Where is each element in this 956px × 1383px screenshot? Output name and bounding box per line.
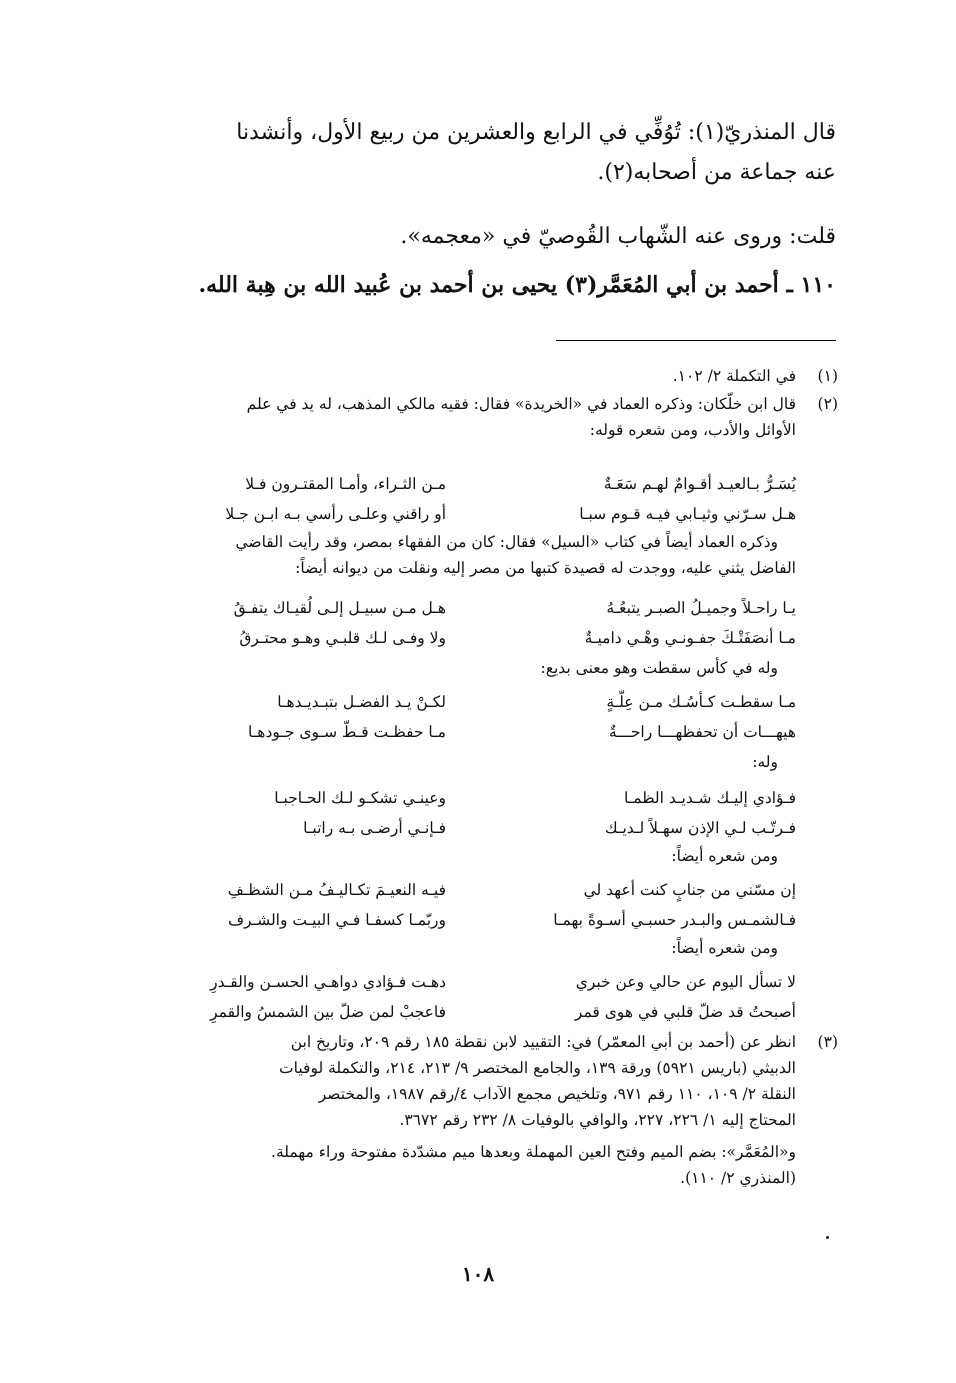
verse-5-second-hemistich: لكـنْ يـد الفضـل بتبـديـدهـا: [277, 693, 446, 711]
verse-7-first-hemistich: فـؤادي إليـك شـديـد الظمـا: [623, 789, 796, 807]
footnote-number-3: (٣): [817, 1033, 838, 1051]
verse-5-first-hemistich: مـا سقطـت كـأسُـك مـن عِلّـةٍ: [606, 693, 796, 711]
verse-11-second-hemistich: دهـت فـؤادي دواهـي الحسـن والقـدرِ: [210, 973, 446, 991]
footnote-separator: [556, 340, 836, 341]
verse-4-second-hemistich: ولا وفـى لـك قلبـي وهـو محتـرقُ: [239, 629, 446, 647]
verse-8-first-hemistich: فـرتّـب لـي الإذن سهـلاً لـديـك: [604, 819, 796, 837]
body-line-2: عنه جماعة من أصحابه(٢).: [597, 160, 836, 185]
verse-10-second-hemistich: وربّمـا كسفـا فـي البيـت والشـرف: [227, 911, 446, 929]
footnote-1: في التكملة ٢/ ١٠٢.: [672, 367, 796, 385]
verse-3-first-hemistich: يـا راحـلاً وجميـلُ الصبـر يتبعُـهُ: [606, 599, 796, 617]
footnote-2-line-4: الفاضل يثني عليه، ووجدت له قصيدة كتبها من مصر إليه ونقلت من ديوانه أيضاً:: [295, 559, 796, 577]
footnote-3-line-1: انظر عن (أحمد بن أبي المعمّر) في: التقييد لابن نقطة ١٨٥ رقم ٢٠٩، وتاريخ ابن: [290, 1033, 796, 1051]
verse-12-first-hemistich: أصبحتُ قد ضلّ قلبي في هوى قمر: [574, 1003, 796, 1021]
verse-1-first-hemistich: يُسَـرُّ بـالعيـد أقـوامٌ لهـم سَعَـةٌ: [603, 475, 796, 493]
verse-12-second-hemistich: فاعجبْ لمن ضلّ بين الشمسُ والقمرِ: [210, 1003, 446, 1021]
verse-6-first-hemistich: هيهـــات أن تحفظهـــا راحـــةٌ: [608, 723, 796, 741]
footnote-2-line-1: قال ابن خلّكان: وذكره العماد في «الخريدة» فقال: فقيه مالكي المذهب، له يد في علم: [246, 395, 796, 413]
footnote-2-line-5: وله في كأس سقطت وهو معنى بديع:: [540, 659, 778, 677]
page-number: ١٠٨: [461, 1262, 495, 1286]
verse-3-second-hemistich: هـل مـن سبيـل إلـى لُقيـاك يتفـقُ: [233, 599, 446, 617]
footnote-3-line-2: الدبيثي (باريس ٥٩٢١) ورقة ١٣٩، والجامع المختصر ٩/ ٢١٣، ٢١٤، والتكملة لوفيات: [279, 1059, 796, 1077]
footnote-2-line-2: الأوائل والأدب، ومن شعره قوله:: [589, 421, 796, 439]
verse-6-second-hemistich: مـا حفظـت قـطّ سـوى جـودهـا: [248, 723, 446, 741]
entry-heading: ١١٠ ـ أحمد بن أبي المُعَمَّر(٣) يحيى بن أحمد بن عُبيد الله بن هِبة الله.: [198, 272, 836, 298]
body-line-1: قال المنذريّ(١): تُوُفِّي في الرابع والعشرين من ربيع الأول، وأنشدنا: [236, 120, 836, 145]
verse-8-second-hemistich: فـإنـي أرضـى بـه راتبـا: [303, 819, 446, 837]
verse-2-first-hemistich: هـل سـرّني وثيـابي فيـه قـوم سبـا: [579, 505, 796, 523]
footnote-2-line-8: ومن شعره أيضاً:: [671, 939, 778, 957]
verse-10-first-hemistich: فـالشمـس والبـدر حسبـي أسـوةً بهمـا: [553, 911, 796, 929]
footnote-3-line-3: النقلة ٢/ ١٠٩، ١١٠ رقم ٩٧١، وتلخيص مجمع الآداب ٤/رقم ١٩٨٧، والمختصر: [318, 1085, 796, 1103]
body-line-3: قلت: وروى عنه الشّهاب القُوصيّ في «معجمه».: [400, 224, 836, 249]
verse-1-second-hemistich: مـن الثـراء، وأمـا المقتـرون فـلا: [245, 475, 446, 493]
footnote-number-1: (١): [817, 367, 838, 385]
footnote-3-line-4: المحتاج إليه ١/ ٢٢٦، ٢٢٧، والوافي بالوفيات ٨/ ٢٣٢ رقم ٣٦٧٢.: [399, 1111, 796, 1129]
verse-9-second-hemistich: فيـه النعيـمَ تكـاليـفُ مـن الشظـفِ: [227, 881, 446, 899]
footnote-2-line-6: وله:: [752, 753, 778, 771]
verse-4-first-hemistich: مـا أنصَفَتْـكَ جفـونـي وهْـي داميـةٌ: [584, 629, 796, 647]
verse-9-first-hemistich: إن مسّني من جنابٍ كنت أعهد لي: [583, 881, 796, 899]
footnote-number-2: (٢): [817, 395, 838, 413]
stray-dot: [826, 1236, 829, 1239]
footnote-2-line-7: ومن شعره أيضاً:: [671, 847, 778, 865]
footnote-2-line-3: وذكره العماد أيضاً في كتاب «السيل» فقال: كان من الفقهاء بمصر، وقد رأيت القاضي: [235, 533, 778, 551]
verse-11-first-hemistich: لا تسأل اليوم عن حالي وعن خبري: [575, 973, 796, 991]
verse-2-second-hemistich: أو راقني وعلـى رأسي بـه ابـن جـلا: [225, 505, 446, 523]
footnote-3-line-5: و«المُعَمَّر»: بضم الميم وفتح العين المهملة وبعدها ميم مشدّدة مفتوحة وراء مهملة.: [271, 1143, 796, 1161]
verse-7-second-hemistich: وعينـي تشكـو لـك الحـاجبـا: [274, 789, 446, 807]
footnote-3-line-6: (المنذري ٢/ ١١٠).: [680, 1169, 796, 1187]
